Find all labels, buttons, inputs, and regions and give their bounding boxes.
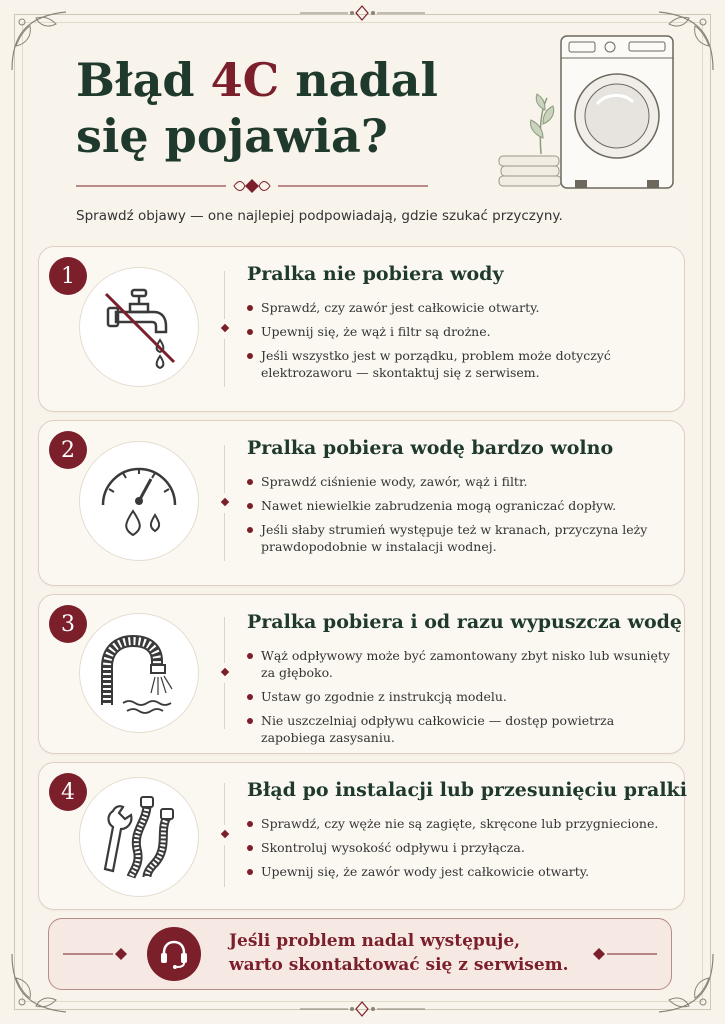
list-item: Skontroluj wysokość odpływu i przyłącza. (247, 839, 672, 856)
card-divider-diamond (221, 324, 229, 332)
card-bullet-list (247, 473, 672, 562)
card-icon-circle (79, 441, 199, 561)
card-title: Pralka nie pobiera wody (247, 263, 504, 285)
list-item: Jeśli słaby strumień występuje też w kranach, przyczyna leży prawdopodobnie w instalacji wodnej. (247, 521, 672, 555)
service-contact-banner (48, 918, 672, 990)
list-item: Jeśli wszystko jest w porządku, problem może dotyczyć elektrozaworu — skontaktuj się z serwisem. (247, 347, 672, 381)
card-divider-diamond (221, 498, 229, 506)
top-ornament-icon (300, 2, 425, 24)
card-divider-diamond (221, 668, 229, 676)
bottom-ornament-icon (300, 998, 425, 1020)
card-icon-circle (79, 613, 199, 733)
list-item: Wąż odpływowy może być zamontowany zbyt nisko lub wsunięty za głęboko. (247, 647, 672, 681)
card-title: Błąd po instalacji lub przesunięciu pralki (247, 779, 687, 801)
symptom-card-1 (38, 246, 685, 412)
card-bullet-list (247, 647, 672, 753)
card-divider-diamond (221, 830, 229, 838)
footer-text-line-1: Jeśli problem nadal występuje, (229, 931, 521, 951)
title-error-code: 4C (210, 53, 280, 107)
pressure-gauge-icon (93, 455, 185, 547)
card-icon-circle (79, 267, 199, 387)
wrench-hose-icon (93, 791, 185, 883)
list-item: Nie uszczelniaj odpływu całkowicie — dostęp powietrza zapobiega zasysaniu. (247, 712, 672, 746)
list-item: Upewnij się, że wąż i filtr są drożne. (247, 323, 672, 340)
card-number-badge: 3 (49, 605, 87, 643)
card-icon-circle (79, 777, 199, 897)
footer-ornament-icon (63, 945, 133, 963)
corner-ornament-icon (6, 6, 76, 76)
page-title (76, 52, 438, 164)
headset-icon (147, 927, 201, 981)
footer-ornament-icon (587, 945, 657, 963)
card-bullet-list (247, 815, 672, 887)
card-title: Pralka pobiera i od razu wypuszcza wodę (247, 611, 683, 633)
list-item: Sprawdź ciśnienie wody, zawór, wąż i filtr. (247, 473, 672, 490)
card-bullet-list (247, 299, 672, 388)
list-item: Nawet niewielkie zabrudzenia mogą ograniczać dopływ. (247, 497, 672, 514)
card-title: Pralka pobiera wodę bardzo wolno (247, 437, 614, 459)
footer-text-line-2: warto skontaktować się z serwisem. (229, 955, 569, 975)
symptom-card-2 (38, 420, 685, 586)
drain-hose-icon (93, 627, 185, 719)
page-subtitle: Sprawdź objawy — one najlepiej podpowiadają, gdzie szukać przyczyny. (76, 208, 563, 224)
card-number-badge: 1 (49, 257, 87, 295)
symptom-card-4 (38, 762, 685, 910)
title-divider-ornament (76, 176, 428, 196)
list-item: Sprawdź, czy węże nie są zagięte, skręcone lub przygniecione. (247, 815, 672, 832)
title-line-2: się pojawia? (76, 109, 388, 163)
list-item: Upewnij się, że zawór wody jest całkowicie otwarty. (247, 863, 672, 880)
card-number-badge: 4 (49, 773, 87, 811)
washing-machine-illustration (495, 28, 690, 196)
symptom-card-3 (38, 594, 685, 754)
card-number-badge: 2 (49, 431, 87, 469)
crossed-faucet-icon (94, 282, 184, 372)
title-word-still: nadal (295, 53, 438, 107)
list-item: Ustaw go zgodnie z instrukcją modelu. (247, 688, 672, 705)
list-item: Sprawdź, czy zawór jest całkowicie otwarty. (247, 299, 672, 316)
title-word-error: Błąd (76, 53, 195, 107)
